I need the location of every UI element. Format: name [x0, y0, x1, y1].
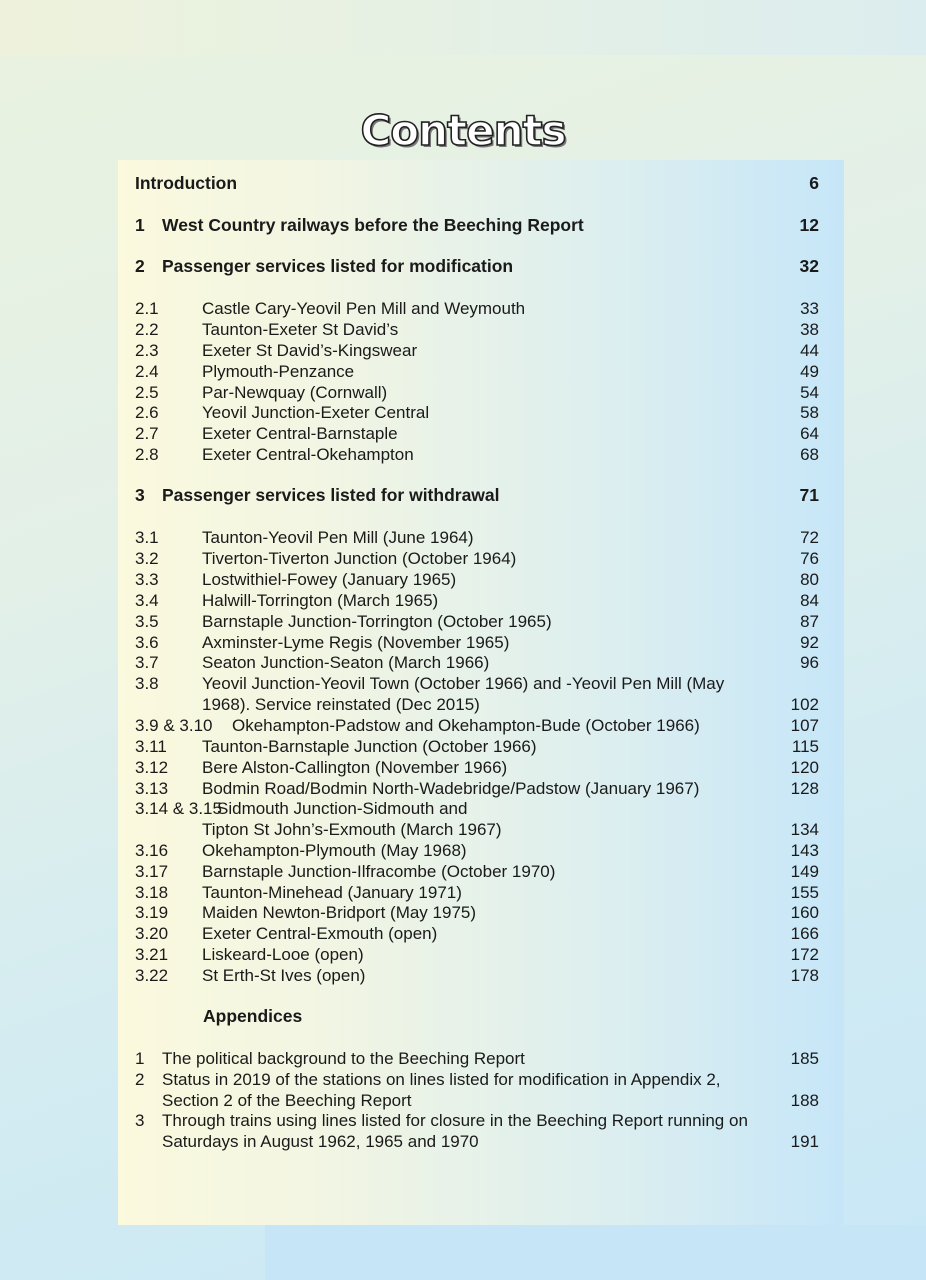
toc-entry[interactable]	[135, 569, 819, 590]
entry-number: 2.7	[135, 424, 159, 443]
entry-title: Exeter Central-Exmouth (open)	[202, 924, 438, 943]
entry-page: 96	[800, 653, 819, 672]
entry-title-line2: 1968). Service reinstated (Dec 2015)	[202, 695, 480, 714]
toc-entry[interactable]	[135, 590, 819, 611]
toc-entry[interactable]	[135, 840, 819, 861]
toc-entry[interactable]	[135, 423, 819, 444]
entry-title: Exeter Central-Okehampton	[202, 445, 414, 464]
appendices-title: Appendices	[203, 1006, 303, 1026]
entry-page: 166	[790, 924, 819, 943]
entry-number: 2.6	[135, 403, 159, 422]
section-title: Passenger services listed for modification	[162, 256, 514, 276]
entry-title: St Erth-St Ives (open)	[202, 966, 366, 985]
toc-entry[interactable]	[135, 402, 819, 423]
toc-entry[interactable]	[135, 778, 819, 799]
entry-title: Castle Cary-Yeovil Pen Mill and Weymouth	[202, 299, 526, 318]
entry-title: Introduction	[135, 173, 238, 193]
entry-title: Yeovil Junction-Yeovil Town (October 1966) and -Yeovil Pen Mill (May	[202, 674, 725, 693]
section-title: West Country railways before the Beeching Report	[162, 215, 584, 235]
toc-section-1[interactable]	[135, 215, 819, 236]
appendix-title-line2: Section 2 of the Beeching Report	[162, 1091, 412, 1110]
page-background-bottom	[265, 1225, 926, 1280]
entry-title: Okehampton-Padstow and Okehampton-Bude (October 1966)	[232, 716, 700, 735]
entry-page: 178	[790, 966, 819, 985]
appendices-heading	[135, 1006, 819, 1027]
appendix-entry[interactable]	[135, 1069, 819, 1090]
toc-entry[interactable]	[135, 882, 819, 903]
entry-number: 2.2	[135, 320, 159, 339]
entry-title: Halwill-Torrington (March 1965)	[202, 591, 439, 610]
entry-title: Exeter Central-Barnstaple	[202, 424, 398, 443]
toc-entry[interactable]	[135, 298, 819, 319]
entry-number: 2.5	[135, 383, 159, 402]
entry-page: 58	[800, 403, 819, 422]
appendix-title: The political background to the Beeching Report	[162, 1049, 525, 1068]
toc-entry[interactable]	[135, 715, 819, 736]
section-page: 71	[799, 485, 819, 505]
appendix-entry-continuation[interactable]	[135, 1090, 819, 1111]
entry-title: Liskeard-Looe (open)	[202, 945, 364, 964]
entry-number: 2.1	[135, 299, 159, 318]
appendix-title: Through trains using lines listed for closure in the Beeching Report running on	[162, 1111, 748, 1130]
toc-entry-introduction[interactable]	[135, 173, 819, 194]
toc-entry[interactable]	[135, 632, 819, 653]
entry-page: 120	[790, 758, 819, 777]
toc-entry[interactable]	[135, 736, 819, 757]
entry-title: Tiverton-Tiverton Junction (October 1964)	[202, 549, 517, 568]
toc-entry[interactable]	[135, 757, 819, 778]
appendix-number: 1	[135, 1049, 145, 1068]
entry-title: Bodmin Road/Bodmin North-Wadebridge/Padstow (January 1967)	[202, 779, 700, 798]
entry-title: Yeovil Junction-Exeter Central	[202, 403, 430, 422]
entry-page: 92	[800, 633, 819, 652]
appendix-number: 3	[135, 1111, 145, 1130]
toc-entry[interactable]	[135, 319, 819, 340]
entry-page: 143	[790, 841, 819, 860]
entry-page: 49	[800, 362, 819, 381]
toc-entry[interactable]	[135, 923, 819, 944]
entry-title-line2: Tipton St John’s-Exmouth (March 1967)	[202, 820, 502, 839]
entry-page: 33	[800, 299, 819, 318]
section-number: 3	[135, 485, 145, 505]
entry-page: 38	[800, 320, 819, 339]
entry-number: 3.16	[135, 841, 169, 860]
entry-number: 2.8	[135, 445, 159, 464]
entry-title: Bere Alston-Callington (November 1966)	[202, 758, 508, 777]
toc-entry-continuation[interactable]	[135, 819, 819, 840]
section-number: 1	[135, 215, 145, 235]
entry-page: 6	[809, 173, 819, 193]
entry-title: Maiden Newton-Bridport (May 1975)	[202, 903, 477, 922]
entry-number: 3.6	[135, 633, 159, 652]
entry-number: 3.20	[135, 924, 169, 943]
entry-title: Okehampton-Plymouth (May 1968)	[202, 841, 467, 860]
toc-entry[interactable]	[135, 652, 819, 673]
entry-page: 149	[790, 862, 819, 881]
section-page: 32	[799, 256, 819, 276]
entry-title: Barnstaple Junction-Torrington (October 1965)	[202, 612, 552, 631]
entry-title: Taunton-Exeter St David’s	[202, 320, 399, 339]
entry-title: Exeter St David’s-Kingswear	[202, 341, 418, 360]
entry-number: 2.3	[135, 341, 159, 360]
entry-page: 155	[790, 883, 819, 902]
entry-page: 115	[791, 737, 819, 756]
appendix-title: Status in 2019 of the stations on lines listed for modification in Appendix 2,	[162, 1070, 721, 1089]
entry-number: 3.17	[135, 862, 169, 881]
entry-title: Taunton-Barnstaple Junction (October 1966)	[202, 737, 537, 756]
toc-entry-continuation[interactable]	[135, 694, 819, 715]
appendix-page: 188	[790, 1091, 819, 1110]
toc-section-3[interactable]	[135, 485, 819, 506]
page-title: Contents	[360, 106, 566, 155]
section-page: 12	[799, 215, 819, 235]
appendix-entry[interactable]	[135, 1048, 819, 1069]
toc-entry[interactable]	[135, 444, 819, 465]
entry-page: 44	[800, 341, 819, 360]
entry-number: 3.7	[135, 653, 159, 672]
entry-number: 3.3	[135, 570, 159, 589]
entry-title: Axminster-Lyme Regis (November 1965)	[202, 633, 510, 652]
entry-page: 72	[800, 528, 819, 547]
entry-number: 3.19	[135, 903, 169, 922]
entry-number: 3.14 & 3.15	[135, 799, 222, 818]
entry-title: Taunton-Minehead (January 1971)	[202, 883, 462, 902]
entry-title: Lostwithiel-Fowey (January 1965)	[202, 570, 457, 589]
entry-page: 102	[790, 695, 819, 714]
entry-number: 3.21	[135, 945, 169, 964]
entry-number: 3.1	[135, 528, 159, 547]
entry-number: 3.4	[135, 591, 159, 610]
toc-entry[interactable]	[135, 611, 819, 632]
appendix-page: 191	[790, 1132, 819, 1151]
toc-section-2[interactable]	[135, 256, 819, 277]
toc-entry[interactable]	[135, 382, 819, 403]
toc-entry[interactable]	[135, 548, 819, 569]
appendix-entry[interactable]	[135, 1110, 819, 1131]
entry-page: 84	[800, 591, 819, 610]
toc-entry[interactable]	[135, 340, 819, 361]
entry-number: 2.4	[135, 362, 159, 381]
toc-entry[interactable]	[135, 527, 819, 548]
entry-page: 134	[790, 820, 819, 839]
appendix-title-line2: Saturdays in August 1962, 1965 and 1970	[162, 1132, 479, 1151]
entry-number: 3.8	[135, 674, 159, 693]
entry-number: 3.13	[135, 779, 169, 798]
entry-title: Barnstaple Junction-Ilfracombe (October 1970)	[202, 862, 556, 881]
entry-number: 3.12	[135, 758, 169, 777]
toc-entry[interactable]	[135, 902, 819, 923]
toc-entry[interactable]	[135, 944, 819, 965]
entry-page: 68	[800, 445, 819, 464]
entry-page: 80	[800, 570, 819, 589]
toc-entry[interactable]	[135, 861, 819, 882]
entry-number: 3.11	[135, 737, 167, 756]
entry-number: 3.2	[135, 549, 159, 568]
entry-page: 128	[790, 779, 819, 798]
appendix-page: 185	[790, 1049, 819, 1068]
entry-page: 172	[790, 945, 819, 964]
toc-entry[interactable]	[135, 673, 819, 694]
entry-number: 3.5	[135, 612, 159, 631]
entry-page: 76	[800, 549, 819, 568]
entry-page: 107	[790, 716, 819, 735]
entry-number: 3.9 & 3.10	[135, 716, 213, 735]
entry-title: Taunton-Yeovil Pen Mill (June 1964)	[202, 528, 474, 547]
entry-page: 87	[800, 612, 819, 631]
page-background-top	[0, 0, 926, 55]
entry-page: 54	[800, 383, 819, 402]
entry-title: Par-Newquay (Cornwall)	[202, 383, 388, 402]
entry-title: Sidmouth Junction-Sidmouth and	[217, 799, 468, 818]
toc-entry[interactable]	[135, 798, 819, 819]
entry-title: Plymouth-Penzance	[202, 362, 355, 381]
appendix-number: 2	[135, 1070, 145, 1089]
entry-number: 3.18	[135, 883, 169, 902]
toc-entry[interactable]	[135, 361, 819, 382]
toc-entry[interactable]	[135, 965, 819, 986]
entry-page: 160	[790, 903, 819, 922]
entry-number: 3.22	[135, 966, 169, 985]
section-number: 2	[135, 256, 145, 276]
entry-title: Seaton Junction-Seaton (March 1966)	[202, 653, 490, 672]
appendix-entry-continuation[interactable]	[135, 1131, 819, 1152]
section-title: Passenger services listed for withdrawal	[162, 485, 500, 505]
entry-page: 64	[800, 424, 819, 443]
